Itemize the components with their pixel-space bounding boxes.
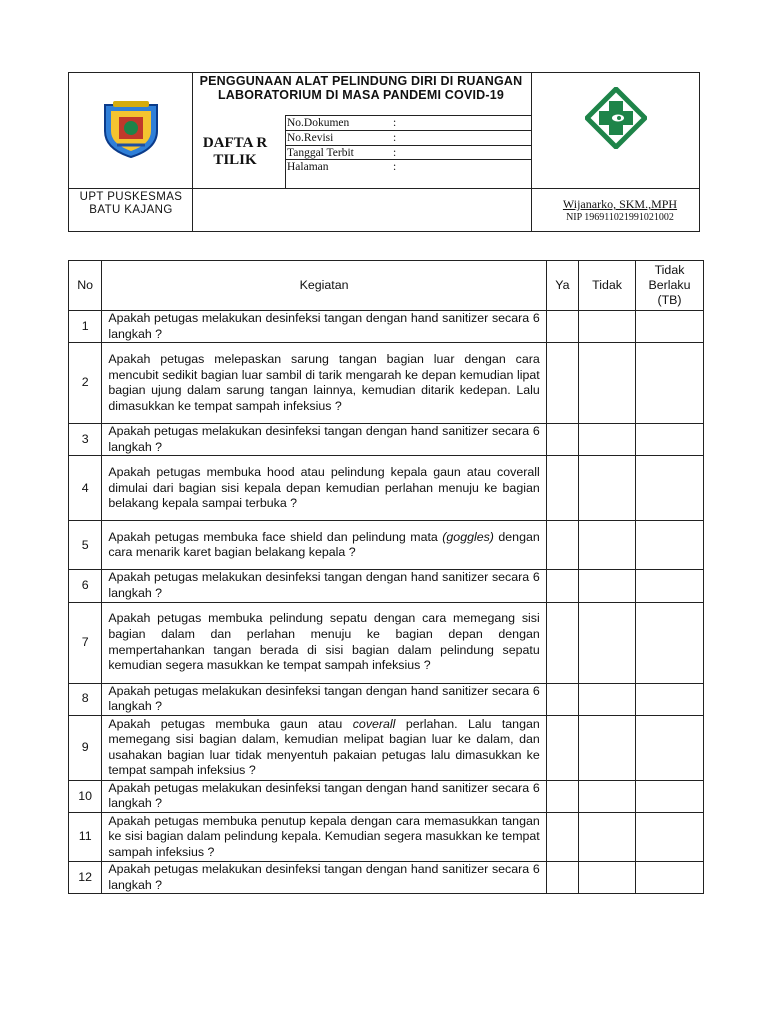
header-ya: Ya: [546, 261, 578, 311]
check-tidak[interactable]: [579, 424, 636, 456]
meta-row-tanggal-terbit: Tanggal Terbit :: [287, 147, 397, 159]
check-tb[interactable]: [635, 343, 703, 424]
table-row: 1 Apakah petugas melakukan desinfeksi tangan dengan hand sanitizer secara 6 langkah ?: [69, 311, 704, 343]
puskesmas-logo: [585, 87, 647, 149]
check-ya[interactable]: [546, 812, 578, 861]
check-ya[interactable]: [546, 683, 578, 715]
check-tb[interactable]: [635, 602, 703, 683]
check-tidak[interactable]: [579, 343, 636, 424]
check-tidak[interactable]: [579, 812, 636, 861]
check-ya[interactable]: [546, 456, 578, 521]
check-tb[interactable]: [635, 780, 703, 812]
table-row: 12 Apakah petugas melakukan desinfeksi tangan dengan hand sanitizer secara 6 langkah ?: [69, 861, 704, 893]
check-tb[interactable]: [635, 715, 703, 780]
check-ya[interactable]: [546, 570, 578, 602]
header-tidak-berlaku: Tidak Berlaku (TB): [635, 261, 703, 311]
check-tidak[interactable]: [579, 456, 636, 521]
check-ya[interactable]: [546, 343, 578, 424]
check-tb[interactable]: [635, 424, 703, 456]
signatory-name: Wijanarko, SKM.,MPH: [562, 197, 678, 211]
meta-row-no-dokumen: No.Dokumen :: [287, 117, 397, 129]
table-row: 5 Apakah petugas membuka face shield dan pelindung mata (goggles) dengan cara menarik karet bagian belakang kepala ?: [69, 521, 704, 570]
check-ya[interactable]: [546, 780, 578, 812]
check-tb[interactable]: [635, 311, 703, 343]
check-tidak[interactable]: [579, 570, 636, 602]
check-tidak[interactable]: [579, 861, 636, 893]
regional-emblem-logo: [99, 99, 163, 159]
check-tidak[interactable]: [579, 780, 636, 812]
check-ya[interactable]: [546, 424, 578, 456]
check-ya[interactable]: [546, 602, 578, 683]
table-row: 8 Apakah petugas melakukan desinfeksi tangan dengan hand sanitizer secara 6 langkah ?: [69, 683, 704, 715]
header-kegiatan: Kegiatan: [102, 261, 546, 311]
check-tidak[interactable]: [579, 521, 636, 570]
check-tb[interactable]: [635, 861, 703, 893]
check-ya[interactable]: [546, 521, 578, 570]
document-type-label: DAFTA R TILIK: [202, 135, 268, 168]
document-header: [68, 72, 700, 232]
check-tb[interactable]: [635, 456, 703, 521]
table-row: 2 Apakah petugas melepaskan sarung tangan bagian luar dengan cara mencubit sedikit bagian luar sambil di tarik mengarah ke depan kemudian lipat bagian ujung dalam sarung tangan lainnya, kemudian ditarik kedepan. Lalu dimasukkan ke tempat sampah infeksius ?: [69, 343, 704, 424]
table-row: 6 Apakah petugas melakukan desinfeksi tangan dengan hand sanitizer secara 6 langkah ?: [69, 570, 704, 602]
check-tidak[interactable]: [579, 715, 636, 780]
meta-row-halaman: Halaman :: [287, 161, 397, 173]
check-ya[interactable]: [546, 311, 578, 343]
check-tidak[interactable]: [579, 602, 636, 683]
header-tidak: Tidak: [579, 261, 636, 311]
check-tb[interactable]: [635, 521, 703, 570]
signatory-nip: NIP 196911021991021002: [566, 212, 674, 223]
table-header-row: [69, 261, 704, 311]
check-ya[interactable]: [546, 715, 578, 780]
table-row: 3 Apakah petugas melakukan desinfeksi tangan dengan hand sanitizer secara 6 langkah ?: [69, 424, 704, 456]
check-ya[interactable]: [546, 861, 578, 893]
check-tb[interactable]: [635, 570, 703, 602]
header-no: No: [69, 261, 102, 311]
table-row: 11 Apakah petugas membuka penutup kepala dengan cara memasukkan tangan ke sisi bagian dalam pelindung kepala. Kemudian segera masukkan ke tempat sampah infeksius ?: [69, 812, 704, 861]
document-title: PENGGUNAAN ALAT PELINDUNG DIRI DI RUANGAN LABORATORIUM DI MASA PANDEMI COVID-19: [199, 74, 523, 102]
check-tb[interactable]: [635, 683, 703, 715]
table-row: 7 Apakah petugas membuka pelindung sepatu dengan cara memegang sisi bagian dalam dan perlahan menuju ke bagian depan dengan mempertahankan tangan berada di sisi bagian dalam pelindung sepatu kemudian segera masukkan ke tempat sampah infeksius ?: [69, 602, 704, 683]
organization-name: UPT PUSKESMAS BATU KAJANG: [79, 191, 183, 216]
check-tidak[interactable]: [579, 683, 636, 715]
meta-row-no-revisi: No.Revisi :: [287, 132, 397, 144]
table-row: 9 Apakah petugas membuka gaun atau coverall perlahan. Lalu tangan memegang sisi bagian dalam, kemudian melipat bagian luar ke dalam, dan usahakan bagian luar tidak menyentuh pakaian petugas lalu dimasukkan ke tempat sampah infeksius ?: [69, 715, 704, 780]
check-tidak[interactable]: [579, 311, 636, 343]
table-row: 10 Apakah petugas melakukan desinfeksi tangan dengan hand sanitizer secara 6 langkah ?: [69, 780, 704, 812]
check-tb[interactable]: [635, 812, 703, 861]
table-row: 4 Apakah petugas membuka hood atau pelindung kepala gaun atau coverall dimulai dari bagian sisi kepala depan kemudian perlahan menuju ke bagian belakang kepala sampai terbuka ?: [69, 456, 704, 521]
checklist-table: [68, 260, 704, 894]
